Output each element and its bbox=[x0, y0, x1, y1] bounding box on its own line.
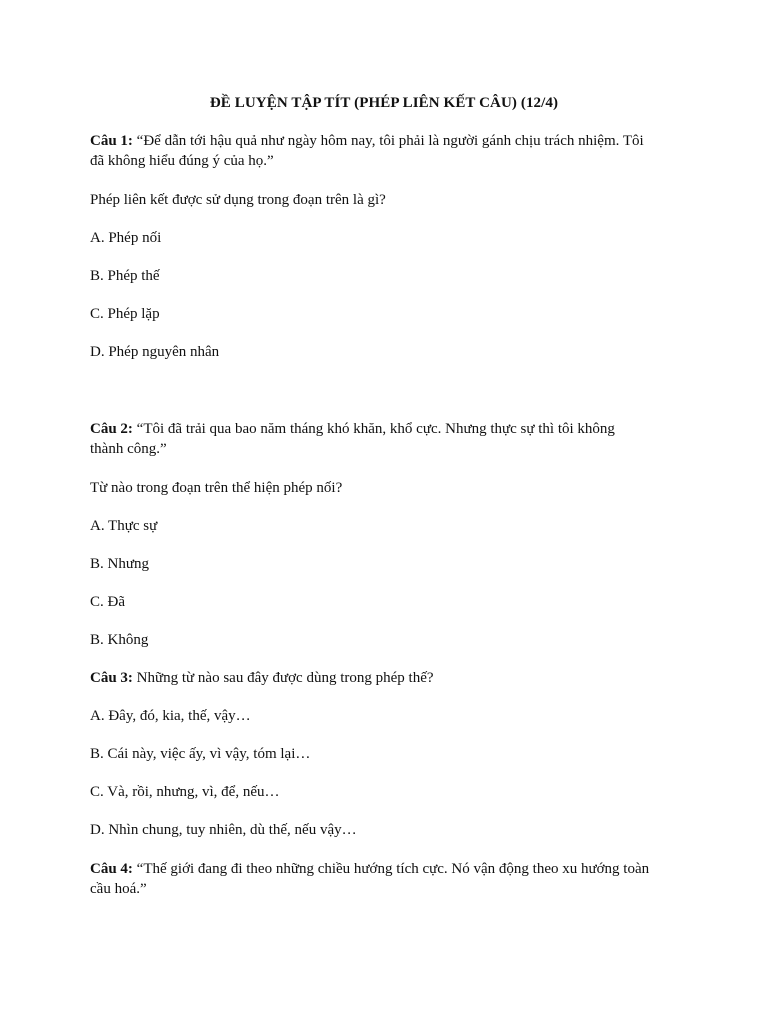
question-1-option-c: C. Phép lặp bbox=[90, 306, 160, 322]
question-4-text: “Thế giới đang đi theo những chiều hướng tích cực. Nó vận động theo xu hướng toàn cầu hoá.” bbox=[90, 861, 650, 897]
question-1-prompt: Phép liên kết được sử dụng trong đoạn trên là gì? bbox=[90, 192, 386, 208]
document-title: ĐỀ LUYỆN TẬP TÍT (PHÉP LIÊN KẾT CÂU) (12/4) bbox=[209, 95, 559, 111]
question-3-option-a: A. Đây, đó, kia, thế, vậy… bbox=[90, 708, 251, 724]
question-1-option-b: B. Phép thế bbox=[90, 268, 160, 284]
question-3-statement bbox=[90, 668, 690, 688]
question-3-label: Câu 3: bbox=[90, 670, 133, 686]
question-2-option-b: B. Nhưng bbox=[90, 556, 149, 572]
question-1-option-a: A. Phép nối bbox=[90, 230, 162, 246]
question-4-statement bbox=[90, 859, 650, 899]
question-4-label: Câu 4: bbox=[90, 861, 133, 877]
question-1-option-d: D. Phép nguyên nhân bbox=[90, 344, 220, 360]
question-1-statement bbox=[90, 131, 650, 171]
question-3-option-d: D. Nhìn chung, tuy nhiên, dù thế, nếu vậy… bbox=[90, 822, 357, 838]
question-3-text: Những từ nào sau đây được dùng trong phép thế? bbox=[136, 670, 434, 686]
question-2-text: “Tôi đã trải qua bao năm tháng khó khăn, khổ cực. Nhưng thực sự thì tôi không thành công.” bbox=[90, 421, 615, 457]
question-2-statement bbox=[90, 419, 650, 459]
question-1-label: Câu 1: bbox=[90, 133, 133, 149]
question-2-prompt: Từ nào trong đoạn trên thể hiện phép nối? bbox=[90, 480, 343, 496]
question-2-option-c: C. Đã bbox=[90, 594, 125, 610]
question-3-option-c: C. Và, rồi, nhưng, vì, để, nếu… bbox=[90, 784, 280, 800]
question-1-text: “Để dẫn tới hậu quả như ngày hôm nay, tôi phải là người gánh chịu trách nhiệm. Tôi đã không hiểu đúng ý của họ.” bbox=[90, 133, 644, 169]
question-3-option-b: B. Cái này, việc ấy, vì vậy, tóm lại… bbox=[90, 746, 311, 762]
question-2-option-d: B. Không bbox=[90, 632, 149, 648]
question-2-option-a: A. Thực sự bbox=[90, 518, 158, 534]
question-2-label: Câu 2: bbox=[90, 421, 133, 437]
